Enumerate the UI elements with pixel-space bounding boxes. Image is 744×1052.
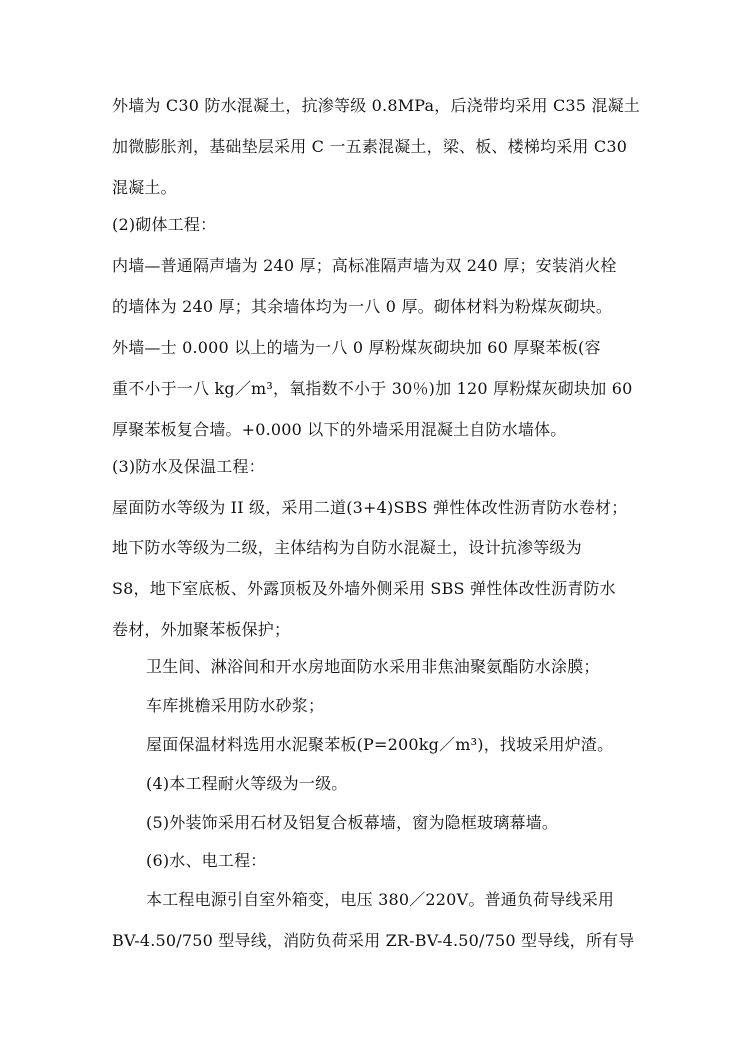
text-line-7: 外墙—士 0.000 以上的墙为一八 0 厚粉煤灰砌块加 60 厚聚苯板(容 bbox=[112, 338, 601, 357]
text-line-21: 本工程电源引自室外箱变，电压 380／220V。普通负荷导线采用 bbox=[146, 890, 615, 909]
section-heading-facade: (5)外装饰采用石材及铝复合板幕墙，窗为隐框玻璃幕墙。 bbox=[146, 813, 559, 832]
text-line-12: 地下防水等级为二级，主体结构为自防水混凝土，设计抗渗等级为 bbox=[112, 538, 582, 557]
text-line-13: S8，地下室底板、外露顶板及外墙外侧采用 SBS 弹性体改性沥青防水 bbox=[112, 579, 616, 598]
text-line-9: 厚聚苯板复合墙。+0.000 以下的外墙采用混凝土自防水墙体。 bbox=[112, 420, 567, 439]
text-line-15: 卫生间、淋浴间和开水房地面防水采用非焦油聚氨酯防水涂膜； bbox=[146, 657, 600, 676]
text-line-11: 屋面防水等级为 II 级，采用二道(3+4)SBS 弹性体改性沥青防水卷材； bbox=[112, 498, 628, 517]
text-line-5: 内墙—普通隔声墙为 240 厚；高标准隔声墙为双 240 厚；安装消火栓 bbox=[112, 256, 617, 275]
text-line-6: 的墙体为 240 厚；其余墙体均为一八 0 厚。砌体材料为粉煤灰砌块。 bbox=[112, 297, 613, 316]
text-line-8: 重不小于一八 kg／m³，氧指数不小于 30％)加 120 厚粉煤灰砌块加 60 bbox=[112, 379, 633, 398]
text-line-1: 外墙为 C30 防水混凝土，抗渗等级 0.8MPa，后浇带均采用 C35 混凝土 bbox=[112, 96, 641, 115]
text-line-22: BV-4.50/750 型导线，消防负荷采用 ZR-BV-4.50/750 型导线，所有导 bbox=[112, 931, 635, 950]
text-line-17: 屋面保温材料选用水泥聚苯板(P=200kg／m³)，找坡采用炉渣。 bbox=[146, 735, 614, 754]
section-heading-fire-rating: (4)本工程耐火等级为一级。 bbox=[146, 774, 348, 793]
text-line-14: 卷材，外加聚苯板保护； bbox=[112, 620, 291, 639]
text-line-3: 混凝土。 bbox=[112, 178, 177, 197]
section-heading-waterproofing: (3)防水及保温工程： bbox=[112, 457, 265, 476]
text-line-2: 加微膨胀剂，基础垫层采用 C 一五素混凝土，梁、板、楼梯均采用 C30 bbox=[112, 137, 628, 156]
section-heading-masonry: (2)砌体工程： bbox=[112, 215, 217, 234]
section-heading-utilities: (6)水、电工程： bbox=[146, 851, 267, 870]
text-line-16: 车库挑檐采用防水砂浆； bbox=[146, 696, 325, 715]
